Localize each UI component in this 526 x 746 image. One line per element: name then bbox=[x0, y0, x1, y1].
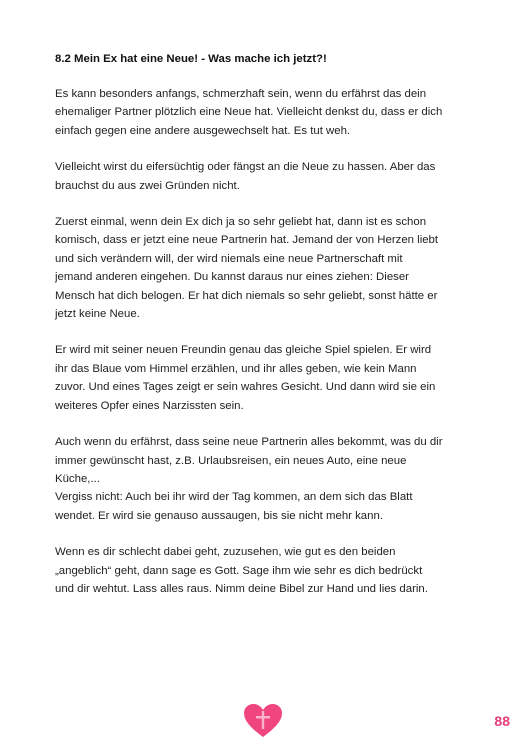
paragraph-4 bbox=[55, 341, 485, 415]
paragraph-5 bbox=[55, 433, 485, 525]
section-heading: 8.2 Mein Ex hat eine Neue! - Was mache ich jetzt?! bbox=[55, 53, 327, 65]
paragraph-2 bbox=[55, 158, 485, 195]
text-line: Küche,... bbox=[55, 472, 100, 485]
paragraph-3 bbox=[55, 213, 485, 323]
text-line: Wenn es dir schlecht dabei geht, zuzusehen, wie gut es den beiden bbox=[55, 546, 396, 559]
text-line: Vergiss nicht: Auch bei ihr wird der Tag kommen, an dem sich das Blatt bbox=[55, 491, 413, 504]
text-line: und dir wehtut. Lass alles raus. Nimm deine Bibel zur Hand und lies darin. bbox=[55, 582, 428, 595]
text-line: einfach gegen eine andere ausgewechselt hat. Es tut weh. bbox=[55, 124, 351, 137]
text-line: brauchst du aus zwei Gründen nicht. bbox=[55, 179, 240, 192]
text-line: jetzt keine Neue. bbox=[55, 308, 140, 321]
text-line: „angeblich“ geht, dann sage es Gott. Sage ihm wie sehr es dich bedrückt bbox=[55, 564, 423, 577]
text-line: jemand anderen eingehen. Du kannst daraus nur eines ziehen: Dieser bbox=[55, 271, 409, 284]
text-line: Es kann besonders anfangs, schmerzhaft sein, wenn du erfährst das dein bbox=[55, 88, 427, 100]
heart-cross-icon bbox=[243, 703, 283, 739]
text-line: Mensch hat dich belogen. Er hat dich niemals so sehr geliebt, sonst hätte er bbox=[55, 289, 438, 302]
text-line: Er wird mit seiner neuen Freundin genau das gleiche Spiel spielen. Er wird bbox=[55, 344, 432, 357]
text-line: weiteres Opfer eines Narzissten sein. bbox=[55, 399, 244, 412]
text-line: Vielleicht wirst du eifersüchtig oder fängst an die Neue zu hassen. Aber das bbox=[55, 161, 436, 174]
paragraph-6 bbox=[55, 543, 485, 598]
text-line: Auch wenn du erfährst, dass seine neue Partnerin alles bekommt, was du dir bbox=[55, 436, 443, 449]
text-line: ehemaliger Partner plötzlich eine Neue hat. Vielleicht denkst du, dass er dich bbox=[55, 106, 443, 119]
page-number: 88 bbox=[494, 713, 510, 729]
page-content bbox=[55, 51, 485, 616]
text-line: zuvor. Und eines Tages zeigt er sein wahres Gesicht. Und dann wird sie ein bbox=[55, 381, 436, 394]
text-line: Zuerst einmal, wenn dein Ex dich ja so sehr geliebt hat, dann ist es schon bbox=[55, 216, 427, 229]
text-line: wendet. Er wird sie genauso aussaugen, bis sie nicht mehr kann. bbox=[55, 509, 383, 522]
text-line: ihr das Blaue vom Himmel erzählen, und ihr alles geben, wie kein Mann bbox=[55, 362, 417, 375]
text-line: und sich verändern will, der wird niemals eine neue Partnerschaft mit bbox=[55, 252, 403, 265]
paragraph-1 bbox=[55, 85, 485, 140]
text-line: immer gewünscht hast, z.B. Urlaubsreisen, ein neues Auto, eine neue bbox=[55, 454, 407, 467]
text-line: komisch, dass er jetzt eine neue Partnerin hat. Jemand der von Herzen liebt bbox=[55, 234, 439, 247]
